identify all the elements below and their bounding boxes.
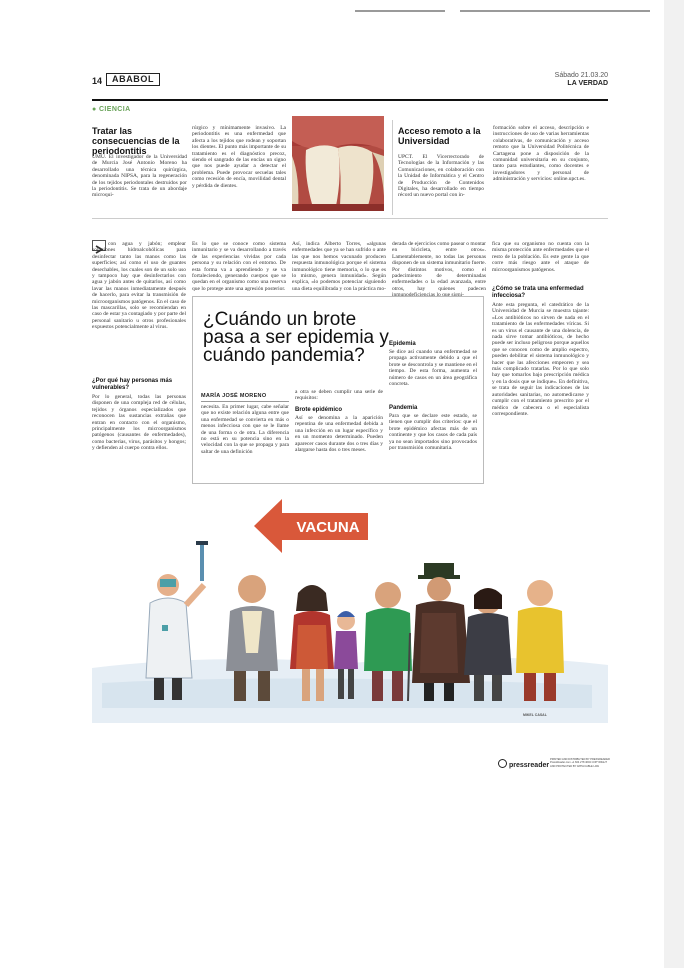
newspaper-name: LA VERDAD [567, 80, 608, 87]
box-col2-text: a otra se deben cumplir una serie de requisitos: [295, 389, 383, 402]
brief-text-col1: UPCT. El Vicerrectorado de Tecnologías de la Información y las Comunicaciones, en colaboración con la Unidad de Informática y el Centro de Producción de Contenidos Digitales, ha desarrollado en tiempo récord un nuevo portal con in- [398, 154, 484, 199]
epidemic-sidebar-box [192, 296, 484, 484]
article-col3-text: Así, indica Alberto Torres, «algunas enfermedades que ya se han sufrido o ante las que nos hemos vacunado producen respuesta inmunológica porque el sistema inmunológico tiene memoria, o lo que es lo mismo, genera inmunidad». Según explica, «lo podemos potenciar siguiendo una dieta equilibrada y con la práctica mo- [292, 241, 386, 292]
pressreader-logo[interactable] [498, 759, 549, 769]
page-number: 14 [92, 76, 103, 86]
section-label: ● CIENCIA [92, 106, 131, 113]
article-col1-text-b: Por lo general, todas las personas disponen de una compleja red de células, tejidos y órganos especializados que reconocen las sustancias extrañas que entran en contacto con el organismo, principalmente los microorganismos patógenos (causantes de enfermedades), como bacterias, virus, parásitos y hongos; y defienden al cuerpo contra ellos. [92, 394, 186, 452]
box-col3-text: Se dice así cuando una enfermedad se propaga activamente debido a que el brote se descontrola y se mantiene en el tiempo. De esta forma, aumenta el número de casos en un área geográfica concreta. [389, 349, 477, 388]
article-subhead-vulnerable: ¿Por qué hay personas más vulnerables? [92, 378, 173, 391]
box-author: MARÍA JOSÉ MORENO [201, 393, 267, 399]
section-divider [92, 218, 608, 219]
brief-title-periodontitis: Tratar las consecuencias de la periodontitis [92, 126, 180, 156]
top-scan-mark [355, 10, 445, 12]
box-headline: ¿Cuándo un brote pasa a ser epidemia y cuándo pandemia? [203, 309, 389, 366]
vaccine-queue-illustration [92, 493, 608, 723]
box-subhead-epidemia: Epidemia [389, 341, 416, 347]
box-col3-text-b: Para que se declare este estado, se tienen que cumplir dos criterios: que el brote epidémico afectas más de un continente y que los casos de cada país ya no sean importados sino provocados por transmisión comunitaria. [389, 413, 477, 452]
brief-text-col1: UMU. El investigador de la Universidad de Murcia José Antonio Moreno ha desarrollado una técnica quirúrgica, denominada NIPSA, para la regeneración de los tejidos periodontales destruidos por la periodontitis. Se trata de un abordaje microqui- [92, 154, 187, 199]
brief-title-university: Acceso remoto a la Universidad [398, 126, 481, 146]
article-col5-text: fica que su organismo no cuenta con la misma protección ante enfermedades que el resto de la población. Es este gente la que corre más riesgo ante el ataque de microorganismos patógenos. [492, 241, 589, 273]
article-col1-text: con agua y jabón; emplear soluciones hidroalcohólicas para desinfectar tanto las manos como las superficies; así como el uso de guantes desechables, los cuales son de un solo uso y tampoco hay que desinfectarlos con agua y jabón antes de quitarlos, así como lavar las manos inmediatamente después de hacerlo, para evitar la transmisión de microorganismos patógenos. En el caso de las mascarillas, solo se recomiendan en caso de estar ya contagiado y por parte del personal sanitario u otros profesionales expuestos potencialmente al virus. [92, 241, 186, 331]
box-subhead-pandemia: Pandemia [389, 405, 418, 411]
author-rule [201, 401, 289, 402]
header-rule [92, 99, 608, 101]
brief-text-col2: formación sobre el acceso, descripción e instrucciones de uso de varias herramientas colaborativas, de comunicación y acceso remoto que la Universidad Politécnica de Cartagena pone a disposición de la comunidad universitaria en su conjunto, tanto para estudiantes, como docentes e investigadores y personal de administración y servicios: online.upct.es. [493, 125, 589, 183]
pressreader-logo-text: pressreader [509, 762, 550, 769]
brief-text-col2: rúrgico y mínimamente invasivo. La periodontitis es una enfermedad que afecta a los tejidos que rodean y soportan los dientes. El punto más importante de su tratamiento es el diagnóstico precoz, siendo el sangrado de las encías un signo que nos puede ayudar a detectar el problema. Puede provocar secuelas tales como recesión de encía, movilidad dental y pérdida de dientes. [192, 125, 286, 189]
pressreader-logo-icon [498, 759, 507, 768]
column-divider [392, 120, 393, 215]
box-col2-text-b: Así se denomina a la aparición repentina de una enfermedad debida a una infección en un lugar específico y en un momento determinado. Pueden aparecer casos durante dos o tres días y alargarse hasta dos o tres meses. [295, 415, 383, 454]
article-col2-text: Es lo que se conoce como sistema inmunitario y se va desarrollando a través de las experiencias vividas por cada persona y su relación con el entorno. De esta forma va a aprendiendo y se va fortaleciendo, generando cuerpos que se quedan en el organismo como una reserva que lo protege ante una agresión posterior. [192, 241, 286, 292]
article-subhead-treatment: ¿Cómo se trata una enfermedad infecciosa? [492, 286, 584, 299]
box-subhead-brote: Brote epidémico [295, 407, 343, 413]
top-scan-mark [460, 10, 650, 12]
issue-date: Sábado 21.03.20 [554, 72, 608, 79]
box-col1-text: necesita. En primer lugar, cabe señalar que no existe relación alguna entre que una enfermedad se convierta en más o menos infecciosa con que se le llame de una forma o de otra. La diferencia no está en su potencia sino en la velocidad con la que se propaga y para saltar de una definición [201, 404, 289, 455]
teeth-photo [292, 116, 384, 211]
page-header [92, 72, 608, 100]
article-col4-text: derada de ejercicios como pasear o montar en bicicleta, entre otros». Lamentablemente, no todas las personas disponen de un sistema inmunitario fuerte. Por distintos motivos, como el padecimiento de determinadas enfermedades o la edad avanzada, entre otros, hay quienes padecen [392, 241, 486, 292]
viewer-scrollbar[interactable] [664, 0, 684, 968]
illustration-credit: MIKEL CASAL [523, 713, 547, 717]
pressreader-fine-print: PRINTED AND DISTRIBUTED BY PRESSREADER PressReader.com +1 604 278 4604 COPYRIGHT AND PROTECTED BY APPLICABLE LAW [550, 758, 610, 768]
pressreader-footer [498, 758, 610, 772]
vaccine-sign-text: VACUNA [296, 519, 360, 536]
article-col5-text-b: Ante esta pregunta, el catedrático de la Universidad de Murcia se muestra tajante: «Los antibióticos no sirven de nada en el tratamiento de las enfermedades víricas. Si es un virus el causante de una dolencia, de nada sirve tomar antibióticos, de hecho puede ser incluso peligroso porque aquellos que se conocen como de amplio espectro, pueden debilitar el sistema inmunológico y hacer que las afecciones empeoren y sea más complicado tratarlas. Por lo que solo hay que tomarlos bajo prescripción médica y en la dosis que se indique». En definitiva, se trata de seguir las indicaciones de las autoridades sanitarias, no automedicarse y cumplir con el tratamiento prescrito por el médico de cabecera o el especialista correspondiente. [492, 302, 589, 417]
supplement-brand: ABABOL [106, 73, 160, 86]
